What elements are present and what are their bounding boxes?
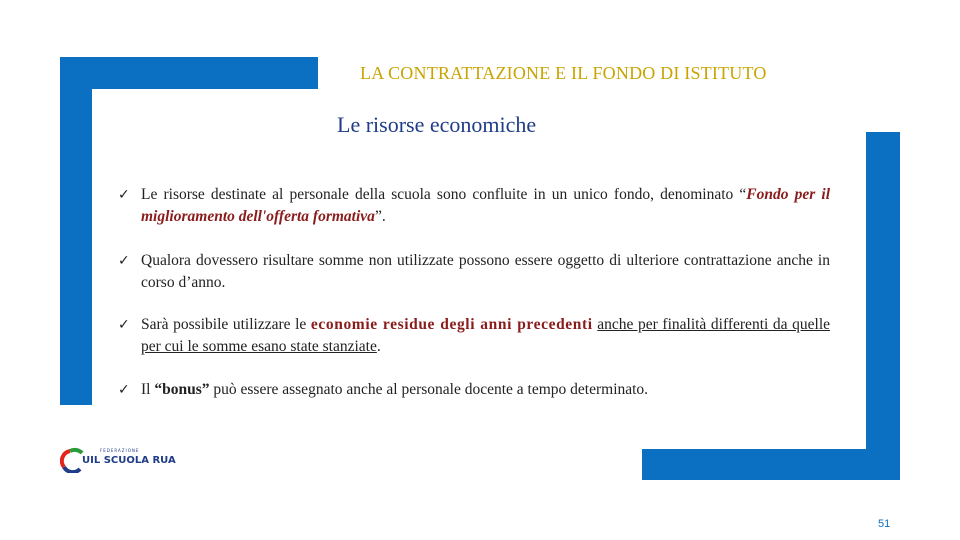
bullet-item-2: ✓ Qualora dovessero risultare somme non utilizzate possono essere oggetto di ulteriore contrattazione anche in corso d’anno. xyxy=(118,252,830,291)
bullet-item-4: ✓ Il “bonus” può essere assegnato anche al personale docente a tempo determinato. xyxy=(118,379,830,401)
page-subtitle: Le risorse economiche xyxy=(337,112,537,137)
bullet-item-1: ✓ Le risorse destinate al personale della scuola sono confluite in un unico fondo, denominato “Fondo per il miglioramento dell'offerta formativa”. xyxy=(118,186,830,225)
right-frame-bottom-bar xyxy=(642,449,900,480)
check-icon: ✓ xyxy=(118,382,130,398)
page-header: LA CONTRATTAZIONE E IL FONDO DI ISTITUTO xyxy=(360,63,767,83)
logo-text: UIL SCUOLA RUA xyxy=(82,455,176,466)
left-frame-side-bar xyxy=(60,57,92,405)
right-frame-side-bar xyxy=(866,132,900,480)
page-number: 51 xyxy=(878,518,891,530)
left-frame-top-bar xyxy=(60,57,318,89)
check-icon: ✓ xyxy=(118,317,130,333)
underlined-text: anche per finalità differenti da quelle per cui le somme esano state stanziate xyxy=(141,316,831,355)
check-icon: ✓ xyxy=(118,187,130,203)
uil-scuola-logo xyxy=(60,445,176,473)
left-frame-inner xyxy=(92,89,112,405)
emphasis-text: economie residue degli anni precedenti xyxy=(310,316,593,333)
logo-small-text: FEDERAZIONE xyxy=(100,448,140,453)
bullet-item-3: ✓ Sarà possibile utilizzare le economie residue degli anni precedenti anche per finalità differenti da quelle per cui le somme esano state stanziate. xyxy=(118,316,831,355)
emphasis-text: “bonus” xyxy=(154,381,210,398)
check-icon: ✓ xyxy=(118,253,130,269)
emphasis-text: Fondo per il miglioramento dell'offerta formativa xyxy=(141,186,830,225)
